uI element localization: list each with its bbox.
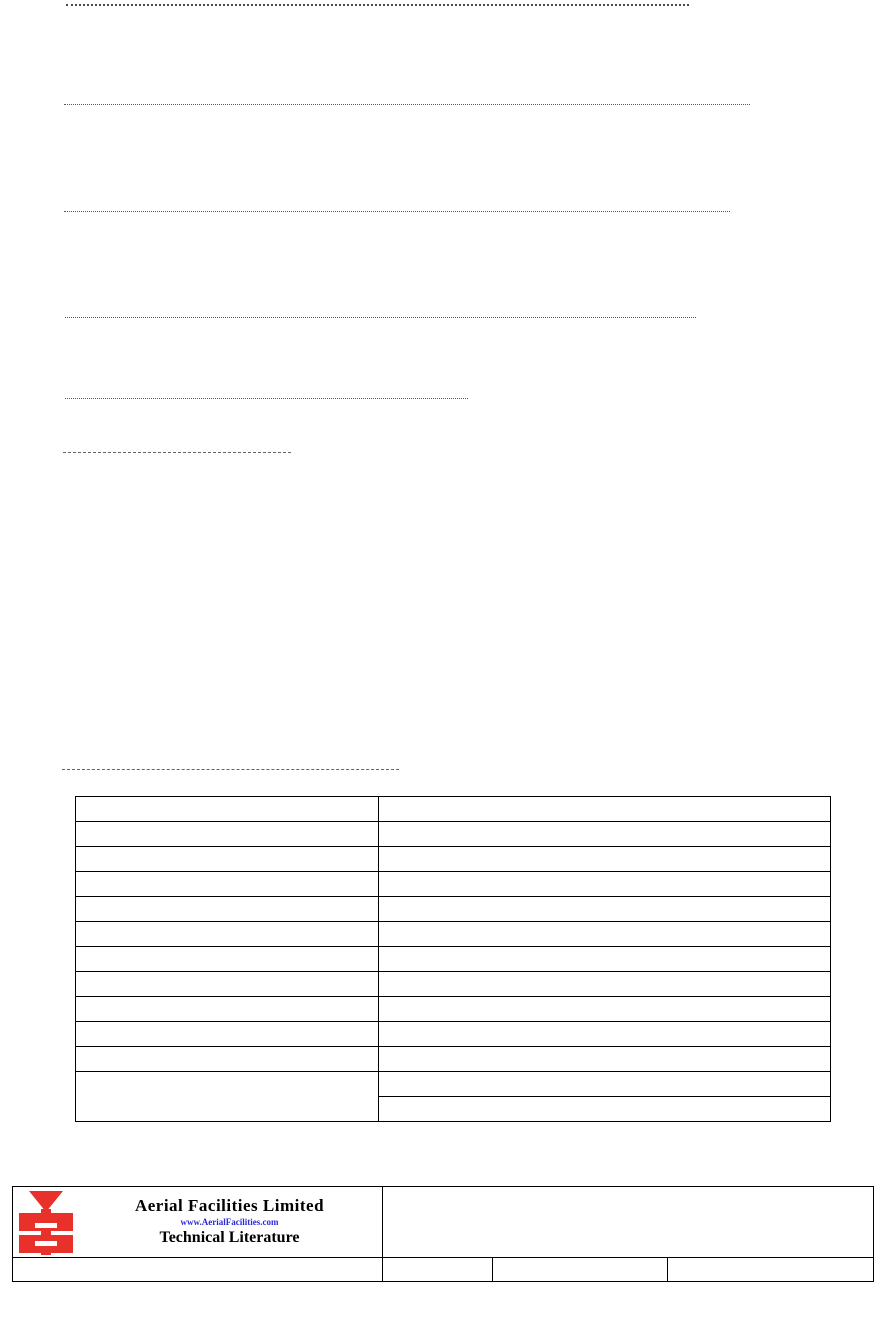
table-row	[76, 797, 831, 822]
table-cell-value	[379, 897, 831, 922]
table-cell-value	[379, 847, 831, 872]
table-row	[76, 822, 831, 847]
table-row	[76, 847, 831, 872]
table-cell-label	[76, 872, 379, 897]
table-cell-value	[379, 947, 831, 972]
table-row-merged	[76, 1072, 831, 1097]
body-line-4	[65, 317, 696, 318]
table-cell-label	[76, 972, 379, 997]
table-caption-line	[62, 769, 399, 770]
aerial-facilities-logo-icon	[17, 1189, 75, 1255]
brand-url[interactable]: www.AerialFacilities.com	[180, 1217, 279, 1228]
table-cell-value	[379, 972, 831, 997]
table-cell-value	[379, 872, 831, 897]
brand-name: Aerial Facilities Limited	[134, 1196, 325, 1216]
table-row	[76, 922, 831, 947]
footer-brand-cell	[13, 1187, 383, 1257]
body-line-1	[66, 4, 689, 6]
table-cell-merged-label	[76, 1072, 379, 1122]
table-cell-value	[379, 997, 831, 1022]
footer-cell-2	[383, 1258, 493, 1281]
specification-table	[75, 796, 831, 1122]
table-cell-label	[76, 897, 379, 922]
table-row	[76, 997, 831, 1022]
table-cell-label	[76, 922, 379, 947]
footer-cell-3	[493, 1258, 668, 1281]
body-line-5	[65, 398, 468, 399]
brand-subtitle: Technical Literature	[159, 1228, 300, 1246]
table-cell-sub-label	[379, 1097, 831, 1122]
table-cell-value	[379, 922, 831, 947]
footer-cell-1	[13, 1258, 383, 1281]
table-cell-label	[76, 797, 379, 822]
table-row	[76, 972, 831, 997]
body-line-3	[64, 211, 730, 212]
table-cell-value	[379, 797, 831, 822]
table-cell-label	[76, 1047, 379, 1072]
table-cell-label	[76, 1022, 379, 1047]
table-row	[76, 1022, 831, 1047]
body-line-2	[64, 104, 750, 105]
footer-brand-text	[81, 1197, 378, 1246]
footer-document-title-cell	[383, 1187, 873, 1257]
table-cell-label	[76, 822, 379, 847]
table-cell-value	[379, 822, 831, 847]
table-row	[76, 872, 831, 897]
table-cell-label	[76, 947, 379, 972]
page-footer	[12, 1186, 874, 1282]
footer-bottom-row	[12, 1258, 874, 1282]
table-cell-sub-label	[379, 1072, 831, 1097]
table-row	[76, 947, 831, 972]
footer-cell-4	[668, 1258, 873, 1281]
footer-top-row	[12, 1186, 874, 1258]
table-cell-label	[76, 997, 379, 1022]
table-row	[76, 897, 831, 922]
body-line-6	[63, 452, 291, 453]
table-cell-value	[379, 1022, 831, 1047]
table-cell-value	[379, 1047, 831, 1072]
table-cell-label	[76, 847, 379, 872]
table-row	[76, 1047, 831, 1072]
